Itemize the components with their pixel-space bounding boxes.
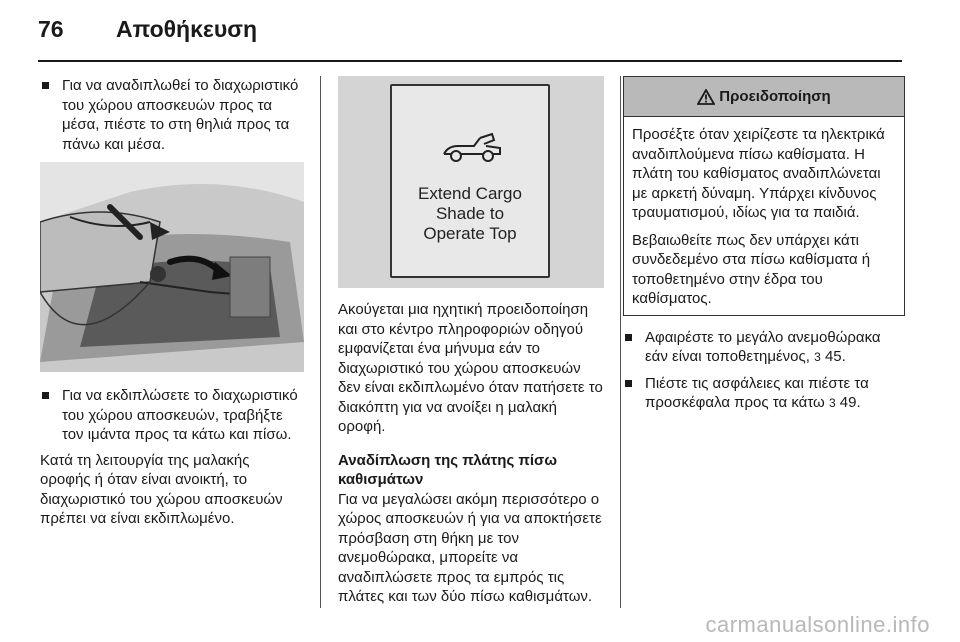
watermark: carmanualsonline.info xyxy=(705,612,930,637)
display-screen xyxy=(390,84,550,278)
convertible-car-icon xyxy=(440,130,504,170)
page-ref-arrow-icon: 3 xyxy=(828,396,836,410)
warning-text: Βεβαιωθείτε πως δεν υπάρχει κάτι συνδεδεμένο στα πίσω καθίσματα ή τοποθετημένο στην έδρα του καθίσματος. xyxy=(632,231,871,307)
list-item: Πιέστε τις ασφάλειες και πιέστε τα προσκέφαλα προς τα κάτω 3 49. xyxy=(623,374,905,414)
warning-triangle-icon xyxy=(697,89,715,105)
section-heading: Αναδίπλωση της πλάτης πίσω καθισμάτων xyxy=(338,451,557,488)
display-message xyxy=(392,184,548,244)
warning-title: Προειδοποίηση xyxy=(719,87,831,105)
info-display-image xyxy=(338,76,604,288)
display-line: Extend Cargo xyxy=(418,184,522,203)
list-item-text: Αφαιρέστε το μεγάλο ανεμοθώρακα εάν είναι τοποθετημένος, xyxy=(645,328,881,365)
header-divider xyxy=(38,60,902,62)
paragraph: Για να μεγαλώσει ακόμη περισσότερο ο χώρος αποσκευών ή για να αποκτήσετε πρόσβαση στη θήκη με τον ανεμοθώρακα, μπορείτε να αναδιπλώσετε προς τα εμπρός τις πλάτες και των δύο πίσω καθισμάτων. xyxy=(338,490,602,605)
list-item xyxy=(40,76,304,154)
column-left xyxy=(40,76,304,529)
display-line: Shade to xyxy=(435,204,505,223)
list-item-text: Για να εκδιπλώσετε το διαχωριστικό του χώρου αποσκευών, τραβήξτε τον ιμάντα προς τα κάτω και πίσω. xyxy=(62,387,298,443)
list-item-text: Για να αναδιπλωθεί το διαχωριστικό του χώρου αποσκευών προς τα μέσα, πιέστε το στη θηλιά προς τα πάνω και μέσα. xyxy=(62,77,299,153)
page-ref-arrow-icon: 3 xyxy=(814,350,821,364)
column-right xyxy=(623,76,905,414)
page-title: Αποθήκευση xyxy=(116,16,258,42)
page-reference[interactable]: 45 xyxy=(824,348,842,365)
warning-box xyxy=(623,76,905,316)
paragraph: Κατά τη λειτουργία της μαλακής οροφής ή όταν είναι ανοικτή, το διαχωριστικό του χώρου αποσκευών πρέπει να είναι εκδιπλωμένο. xyxy=(40,451,283,527)
trunk-photo xyxy=(40,162,304,372)
column-divider xyxy=(620,76,621,608)
display-line: Operate Top xyxy=(423,224,517,243)
list-item-text: Πιέστε τις ασφάλειες και πιέστε τα προσκέφαλα προς τα κάτω xyxy=(645,374,869,411)
list-item xyxy=(40,386,304,445)
paragraph: Ακούγεται μια ηχητική προειδοποίηση και στο κέντρο πληροφοριών οδηγού εμφανίζεται ένα μήνυμα εάν το διαχωριστικό του χώρου αποσκευών δεν είναι εκδιπλωμένο όταν πατήσετε το διακόπτη για να ανοίξει η μαλακή οροφή. xyxy=(338,301,603,435)
warning-header xyxy=(624,77,904,117)
column-middle xyxy=(338,76,604,607)
list-item: Αφαιρέστε το μεγάλο ανεμοθώρακα εάν είναι τοποθετημένος, 3 45. xyxy=(623,328,905,368)
warning-text: Προσέξτε όταν χειρίζεστε τα ηλεκτρικά αναδιπλούμενα πίσω καθίσματα. Η πλάτη του καθίσματος αναδιπλώνεται με αρκετή δύναμη. Υπάρχει κίνδυνος τραυματισμού, ιδίως για τα παιδιά. xyxy=(632,126,885,221)
warning-body xyxy=(624,117,904,315)
page-reference[interactable]: 49 xyxy=(839,394,857,411)
page-number: 76 xyxy=(38,16,64,42)
trunk-illustration xyxy=(40,162,304,372)
column-divider xyxy=(320,76,321,608)
